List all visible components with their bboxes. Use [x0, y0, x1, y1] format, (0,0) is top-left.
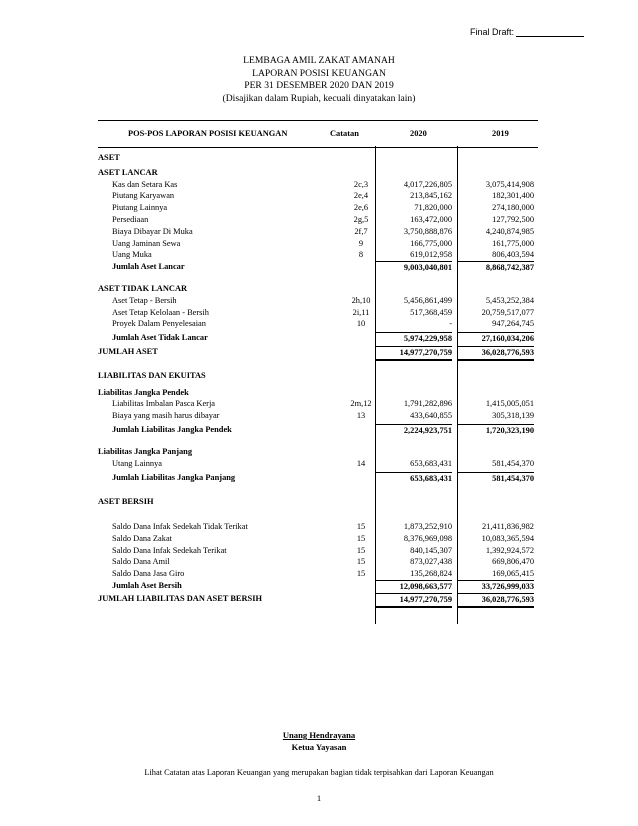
section-liabilitas-pendek: Liabilitas Jangka Pendek — [98, 387, 189, 397]
table-row: Saldo Dana Infak Sedekah Tidak Terikat 15 1,873,252,910 21,411,836,982 — [112, 521, 534, 531]
section-liabilitas-ekuitas: LIABILITAS DAN EKUITAS — [98, 370, 206, 380]
table-row: Aset Tetap - Bersih 2h,10 5,456,861,499 5,453,252,384 — [112, 295, 534, 305]
final-draft-blank — [516, 26, 584, 37]
section-aset-lancar: ASET LANCAR — [98, 167, 158, 177]
table-row: Piutang Lainnya 2e,6 71,820,000 274,180,000 — [112, 203, 534, 213]
table-header — [98, 120, 538, 148]
total-row: Jumlah Liabilitas Jangka Panjang 653,683,431 581,454,370 — [112, 473, 534, 484]
table-row: Uang Jaminan Sewa 9 166,775,000 161,775,000 — [112, 238, 534, 248]
table-row: Kas dan Setara Kas 2c,3 4,017,226,805 3,075,414,908 — [112, 179, 534, 189]
table-row: Proyek Dalam Penyelesaian 10 - 947,264,745 — [112, 319, 534, 329]
table-row: Aset Tetap Kelolaan - Bersih 2i,11 517,368,459 20,759,517,077 — [112, 307, 534, 317]
section-aset-tidak-lancar: ASET TIDAK LANCAR — [98, 283, 188, 293]
header-2020: 2020 — [410, 129, 427, 138]
signatory-title: Ketua Yayasan — [291, 742, 347, 752]
table-row: Utang Lainnya 14 653,683,431 581,454,370 — [112, 458, 534, 468]
table-row: Persediaan 2g,5 163,472,000 127,792,500 — [112, 214, 534, 224]
final-draft-field — [470, 26, 584, 37]
header-item: POS-POS LAPORAN POSISI KEUANGAN — [128, 129, 288, 138]
table-row: Piutang Karyawan 2e,4 213,845,162 182,301,400 — [112, 191, 534, 201]
header-note: Catatan — [330, 129, 359, 138]
final-draft-label: Final Draft: — [469, 27, 514, 37]
table-row: Saldo Dana Zakat 15 8,376,969,098 10,083,365,594 — [112, 533, 534, 543]
page-number: 1 — [316, 793, 322, 803]
org-name: LEMBAGA AMIL ZAKAT AMANAH — [243, 55, 395, 66]
table-row: Saldo Dana Infak Sedekah Terikat 15 840,145,307 1,392,924,572 — [112, 545, 534, 555]
section-aset-bersih: ASET BERSIH — [98, 497, 154, 507]
table-row: Uang Muka 8 619,012,958 806,403,594 — [112, 250, 534, 260]
total-row: Jumlah Aset Lancar 9,003,040,801 8,868,742,387 — [112, 262, 534, 273]
table-row: Biaya Dibayar Di Muka 2f,7 3,750,888,876 4,240,874,985 — [112, 226, 534, 236]
signatory-name: Unang Hendrayana — [282, 730, 356, 740]
grand-total-liabilitas-aset-bersih: JUMLAH LIABILITAS DAN ASET BERSIH 14,977,270,759 36,028,776,593 — [98, 593, 538, 605]
grand-total-aset: JUMLAH ASET 14,977,270,759 36,028,776,593 — [98, 346, 538, 358]
total-row: Jumlah Aset Tidak Lancar 5,974,229,958 27,160,034,206 — [112, 333, 534, 344]
table-row: Biaya yang masih harus dibayar 13 433,640,855 305,318,139 — [112, 411, 534, 421]
header-2019: 2019 — [492, 129, 509, 138]
report-name: LAPORAN POSISI KEUANGAN — [252, 67, 386, 79]
section-liabilitas-panjang: Liabilitas Jangka Panjang — [98, 446, 193, 456]
section-aset: ASET — [98, 153, 120, 162]
report-period: PER 31 DESEMBER 2020 DAN 2019 — [244, 80, 394, 92]
balance-sheet-table — [98, 120, 538, 605]
table-row: Saldo Dana Amil 15 873,027,438 669,806,470 — [112, 557, 534, 567]
total-row: Jumlah Liabilitas Jangka Pendek 2,224,923,751 1,720,323,190 — [112, 424, 534, 435]
table-row: Saldo Dana Jasa Giro 15 135,268,824 169,065,415 — [112, 569, 534, 579]
total-row: Jumlah Aset Bersih 12,098,663,577 33,726,999,033 — [112, 580, 534, 591]
currency-note: (Disajikan dalam Rupiah, kecuali dinyatakan lain) — [222, 92, 416, 104]
signature-block — [0, 729, 638, 753]
footer-note: Lihat Catatan atas Laporan Keuangan yang merupakan bagian tidak terpisahkan dari Laporan Keuangan — [144, 768, 494, 777]
table-row: Liabilitas Imbalan Pasca Kerja 2m,12 1,791,282,896 1,415,005,051 — [112, 399, 534, 409]
report-title-block — [0, 55, 638, 105]
